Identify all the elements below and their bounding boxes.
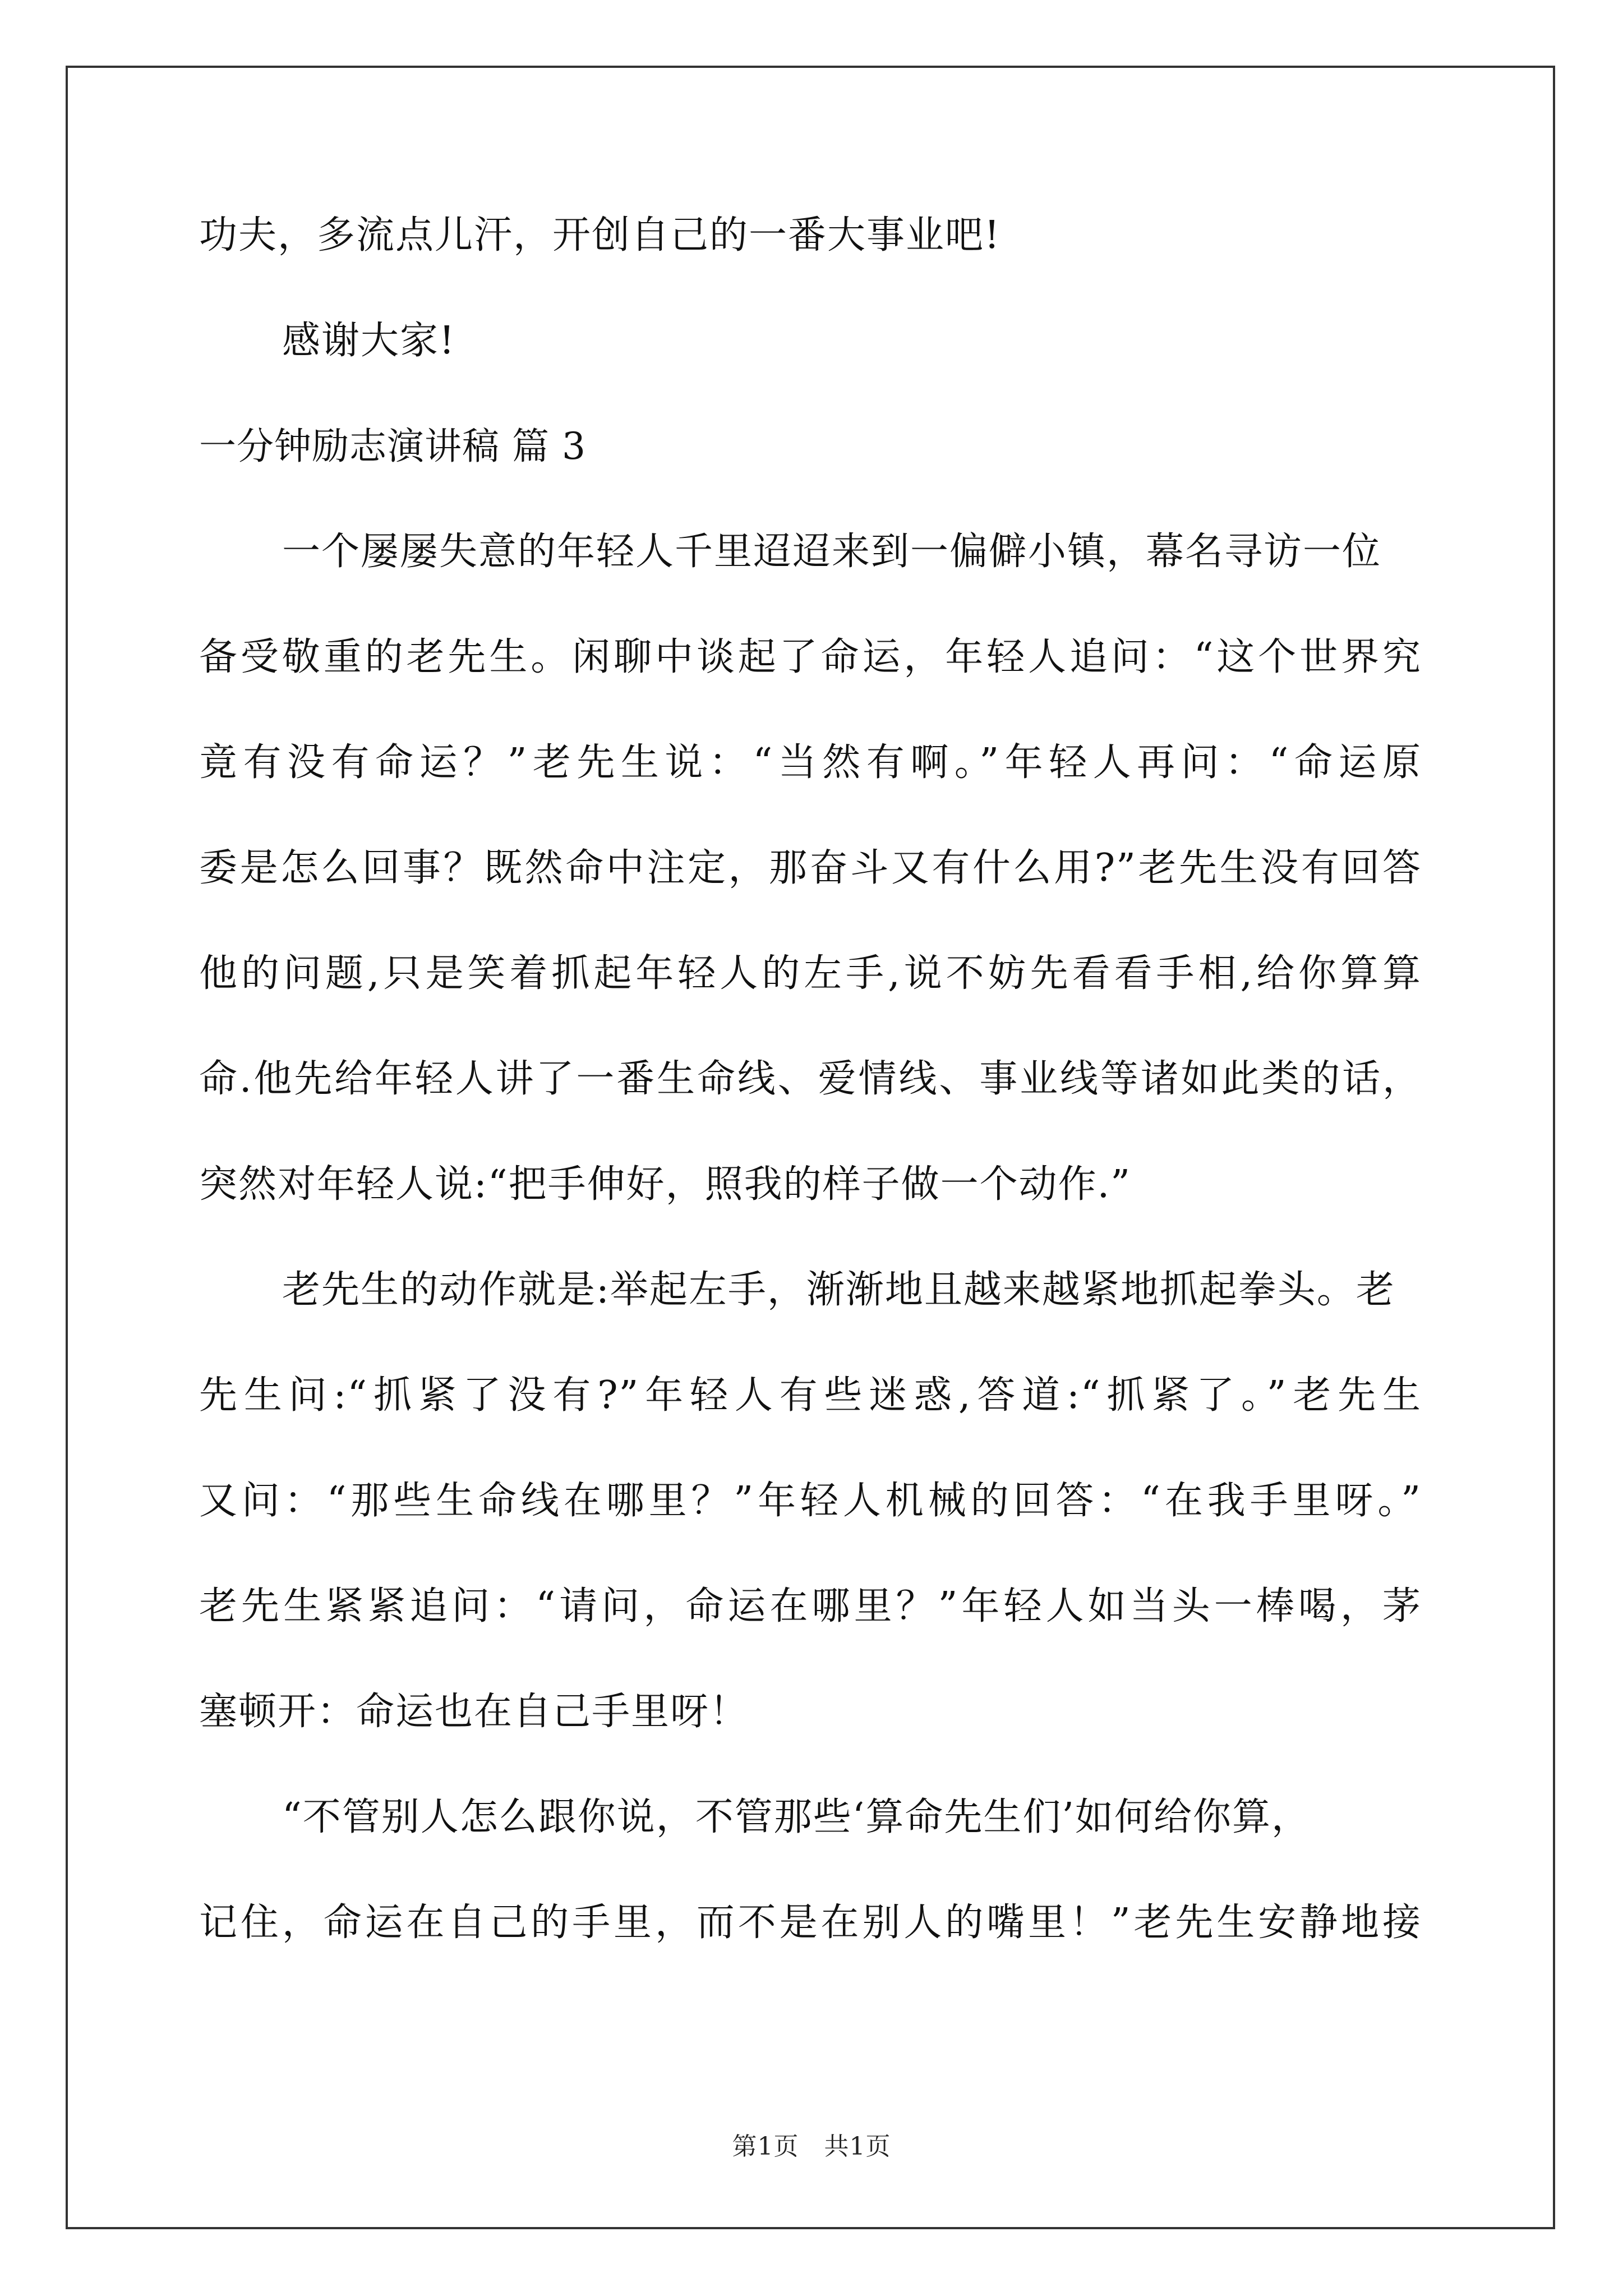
page-number-footer: 第1页 共1页 [732, 2132, 891, 2161]
text-line: 竟有没有命运？”老先生说：“当然有啊。”年轻人再问：“命运原 [199, 740, 1422, 785]
text-line: 感谢大家! [282, 319, 456, 363]
text-line: 命.他先给年轻人讲了一番生命线、爱情线、事业线等诸如此类的话， [199, 1057, 1422, 1101]
text-line: 塞顿开：命运也在自己手里呀！ [199, 1690, 749, 1734]
text-line: 记住，命运在自己的手里，而不是在别人的嘴里！”老先生安静地接 [199, 1901, 1422, 1945]
text-line: “不管别人怎么跟你说，不管那些‘算命先生们’如何给你算， [282, 1795, 1311, 1839]
text-line: 先生问:“抓紧了没有?”年轻人有些迷惑,答道:“抓紧了。”老先生 [199, 1373, 1422, 1418]
text-line: 老先生紧紧追问：“请问，命运在哪里？”年轻人如当头一棒喝，茅 [199, 1584, 1422, 1628]
text-line: 功夫，多流点儿汗，开创自己的一番大事业吧! [199, 213, 1001, 257]
text-line: 又问：“那些生命线在哪里？”年轻人机械的回答：“在我手里呀。” [199, 1479, 1422, 1523]
text-line: 他的问题,只是笑着抓起年轻人的左手,说不妨先看看手相,给你算算 [199, 951, 1422, 996]
text-line: 一个屡屡失意的年轻人千里迢迢来到一偏僻小镇，幕名寻访一位 [282, 530, 1382, 574]
section-heading: 一分钟励志演讲稿 篇 3 [199, 425, 586, 468]
text-line: 备受敬重的老先生。闲聊中谈起了命运，年轻人追问：“这个世界究 [199, 635, 1422, 679]
text-line: 突然对年轻人说:“把手伸好，照我的样子做一个动作.” [199, 1162, 1132, 1207]
text-line: 老先生的动作就是:举起左手，渐渐地且越来越紧地抓起拳头。老 [282, 1268, 1395, 1312]
text-line: 委是怎么回事？既然命中注定，那奋斗又有什么用?”老先生没有回答 [199, 846, 1422, 890]
